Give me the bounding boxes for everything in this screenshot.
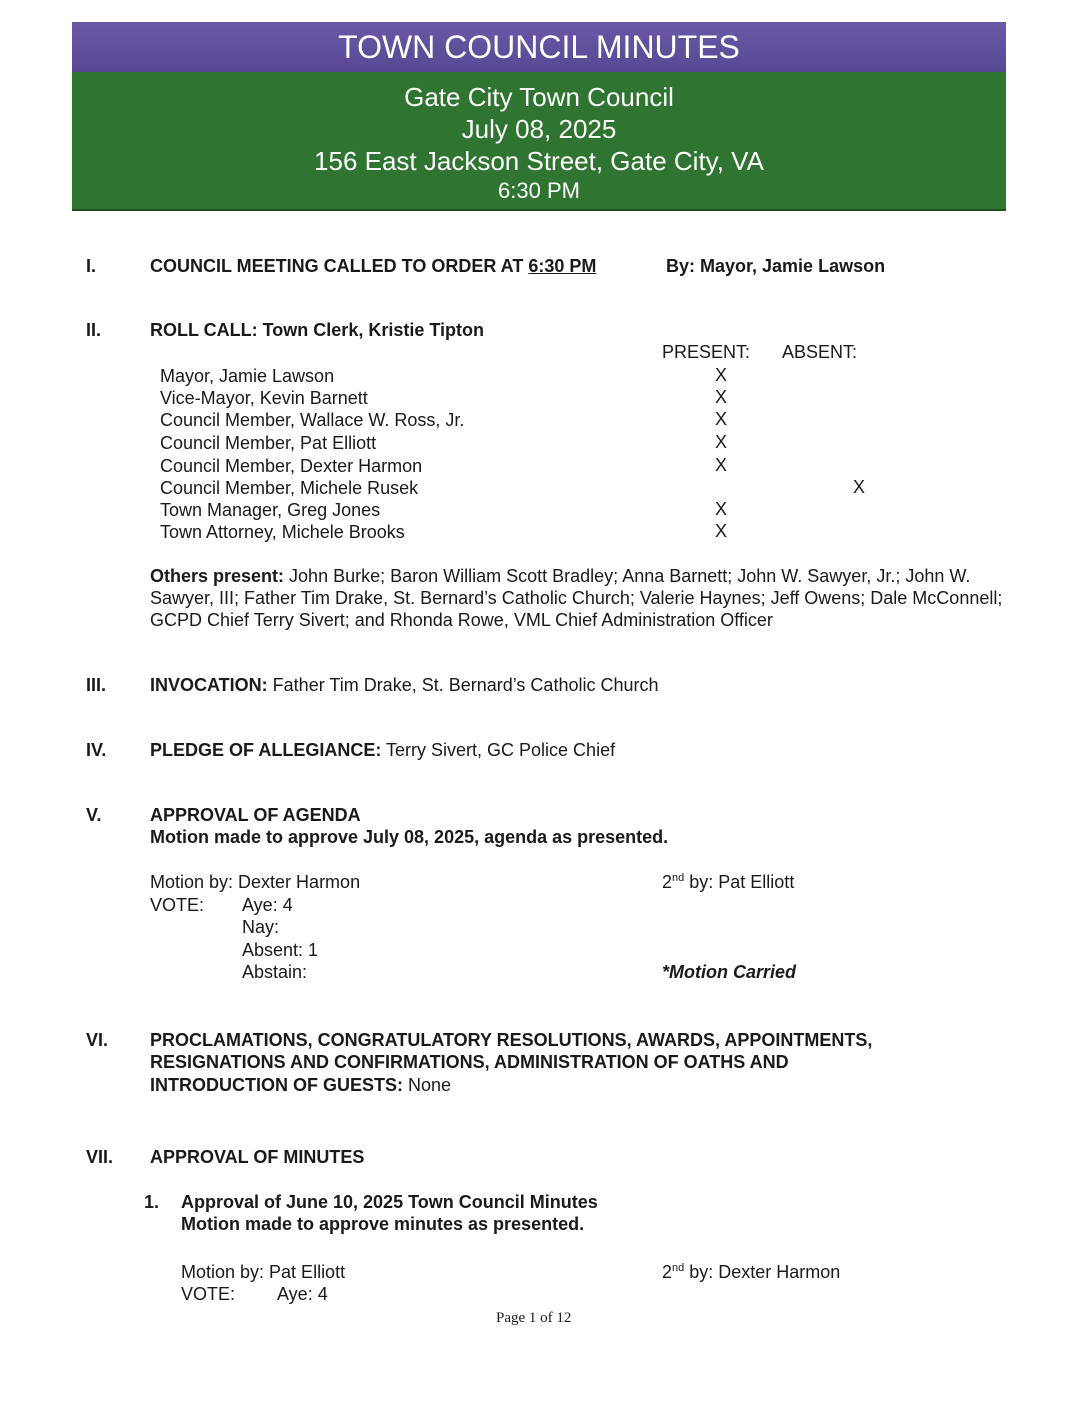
minutes-second-by <box>662 1262 840 1283</box>
absent-column-header: ABSENT: <box>782 342 858 362</box>
proclamations-heading-line-3 <box>150 1075 451 1096</box>
agenda-abstain: Abstain: <box>242 962 308 982</box>
section-1-heading <box>150 256 596 277</box>
pledge-line <box>150 740 615 761</box>
agenda-absent: Absent: 1 <box>242 940 319 960</box>
roll-call-heading: ROLL CALL: Town Clerk, Kristie Tipton <box>150 320 485 340</box>
member-name: Town Manager, Greg Jones <box>160 500 381 520</box>
present-mark: X <box>715 432 728 452</box>
present-mark: X <box>715 409 728 429</box>
agenda-vote-label: VOTE: <box>150 895 205 915</box>
agenda-motion-by: Motion by: Dexter Harmon <box>150 872 361 892</box>
section-7-number: VII. <box>86 1147 114 1167</box>
member-name: Vice-Mayor, Kevin Barnett <box>160 388 368 408</box>
council-name: Gate City Town Council <box>404 82 674 112</box>
others-present-label: Others present: <box>150 566 285 586</box>
agenda-motion-result: *Motion Carried <box>662 962 797 982</box>
document-title: TOWN COUNCIL MINUTES <box>72 22 1006 72</box>
proclamations-heading-line-2: RESIGNATIONS AND CONFIRMATIONS, ADMINISTRATION OF OATHS AND <box>150 1052 789 1072</box>
member-name: Council Member, Pat Elliott <box>160 433 377 453</box>
meeting-date: July 08, 2025 <box>461 114 617 144</box>
meeting-time: 6:30 PM <box>498 178 580 203</box>
agenda-motion: Motion made to approve July 08, 2025, agenda as presented. <box>150 827 669 847</box>
minutes-item-number: 1. <box>144 1192 160 1212</box>
minutes-heading: APPROVAL OF MINUTES <box>150 1147 365 1167</box>
second-name: by: Dexter Harmon <box>684 1262 841 1282</box>
called-by: By: Mayor, Jamie Lawson <box>666 256 886 276</box>
guests-text: None <box>403 1075 452 1095</box>
agenda-aye: Aye: 4 <box>242 895 293 915</box>
proclamations-heading-line-1: PROCLAMATIONS, CONGRATULATORY RESOLUTIONS, AWARDS, APPOINTMENTS, <box>150 1030 873 1050</box>
present-mark: X <box>715 387 728 407</box>
second-ordinal-suffix: nd <box>672 872 685 884</box>
member-name: Council Member, Dexter Harmon <box>160 456 423 476</box>
agenda-heading: APPROVAL OF AGENDA <box>150 805 361 825</box>
minutes-aye: Aye: 4 <box>277 1284 328 1304</box>
invocation-text: Father Tim Drake, St. Bernard’s Catholic Church <box>267 675 659 695</box>
agenda-nay: Nay: <box>242 917 280 937</box>
pledge-text: Terry Sivert, GC Police Chief <box>381 740 616 760</box>
member-name: Council Member, Michele Rusek <box>160 478 419 498</box>
second-ordinal: 2 <box>662 872 673 892</box>
present-mark: X <box>715 455 728 475</box>
guests-label: INTRODUCTION OF GUESTS: <box>150 1075 403 1095</box>
minutes-motion-by: Motion by: Pat Elliott <box>181 1262 346 1282</box>
present-mark: X <box>715 499 728 519</box>
section-4-number: IV. <box>86 740 107 760</box>
present-column-header: PRESENT: <box>662 342 751 362</box>
present-mark: X <box>715 521 728 541</box>
member-name: Council Member, Wallace W. Ross, Jr. <box>160 410 465 430</box>
invocation-line <box>150 675 659 696</box>
pledge-label: PLEDGE OF ALLEGIANCE: <box>150 740 382 760</box>
absent-mark: X <box>853 477 866 497</box>
second-name: by: Pat Elliott <box>684 872 795 892</box>
minutes-item-motion: Motion made to approve minutes as presented. <box>181 1214 585 1234</box>
call-to-order-time: 6:30 PM <box>528 256 597 276</box>
section-3-number: III. <box>86 675 107 695</box>
section-5-number: V. <box>86 805 102 825</box>
others-present-text: John Burke; Baron William Scott Bradley; Anna Barnett; John W. Sawyer, Jr.; John W. Sawyer, III; Father Tim Drake, St. Bernard’s Catholic Church; Valerie Haynes; Jeff Owens; Dale McConnell; GCPD Chief Terry Sivert; and Rhonda Rowe, VML Chief Administration Officer <box>150 566 1003 630</box>
invocation-label: INVOCATION: <box>150 675 268 695</box>
minutes-vote-label: VOTE: <box>181 1284 236 1304</box>
meeting-address: 156 East Jackson Street, Gate City, VA <box>314 146 764 176</box>
minutes-item-title: Approval of June 10, 2025 Town Council Minutes <box>181 1192 598 1212</box>
present-mark: X <box>715 365 728 385</box>
others-present-paragraph <box>150 565 1010 631</box>
section-2-number: II. <box>86 320 102 340</box>
section-1-number: I. <box>86 256 97 276</box>
member-name: Town Attorney, Michele Brooks <box>160 522 405 542</box>
second-ordinal-suffix: nd <box>672 1262 685 1274</box>
agenda-second-by <box>662 872 794 893</box>
call-to-order-label: COUNCIL MEETING CALLED TO ORDER AT <box>150 256 524 276</box>
page-number: Page 1 of 12 <box>496 1310 572 1326</box>
section-6-number: VI. <box>86 1030 109 1050</box>
member-name: Mayor, Jamie Lawson <box>160 366 335 386</box>
second-ordinal: 2 <box>662 1262 673 1282</box>
header-banner <box>72 72 1006 211</box>
